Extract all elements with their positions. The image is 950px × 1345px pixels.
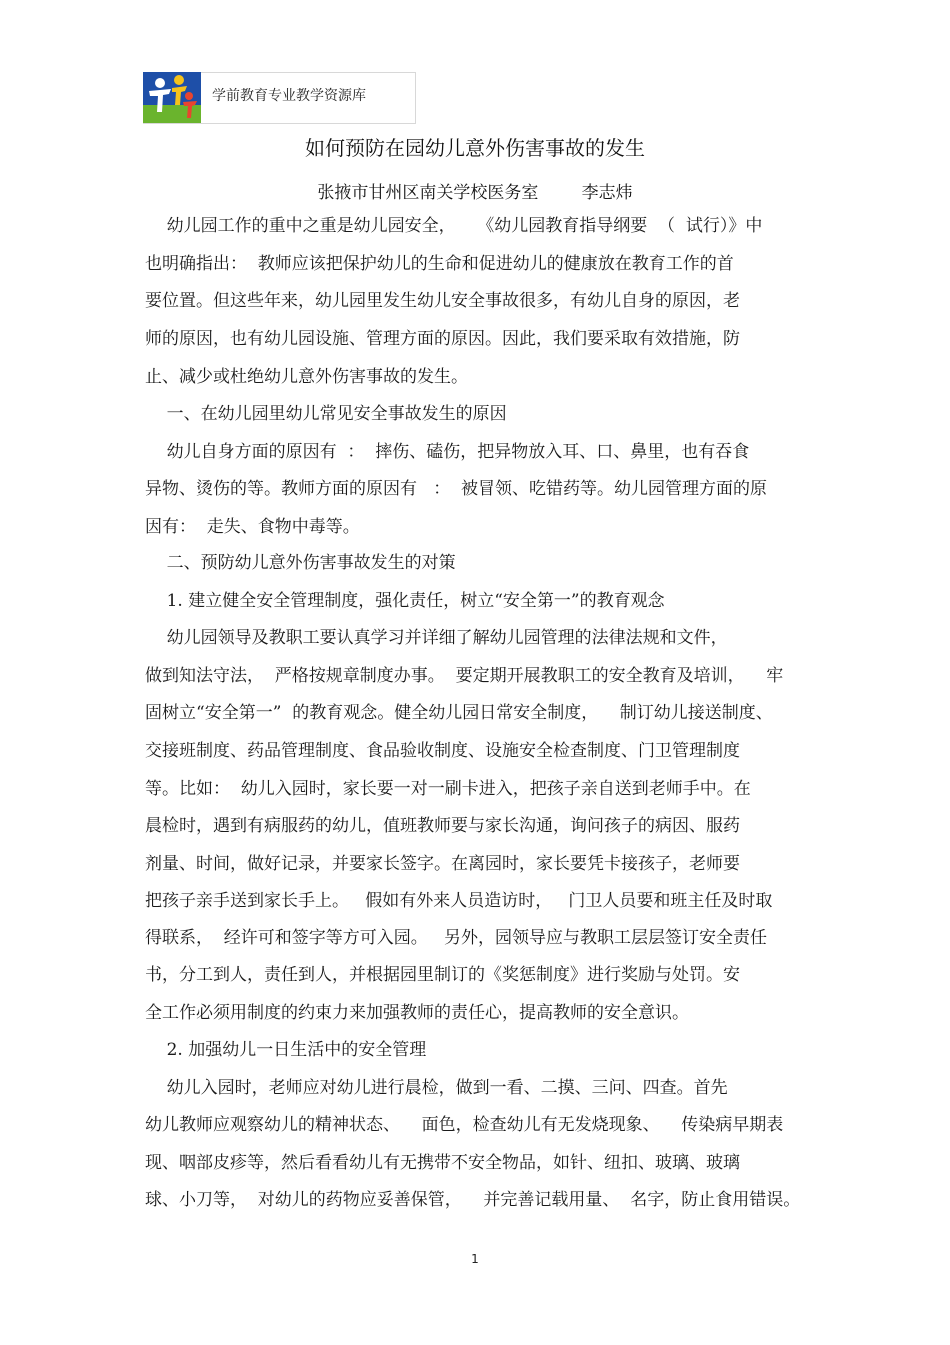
brand-text: 学前教育专业教学资源库	[212, 88, 366, 104]
text-line: 交接班制度、药品管理制度、食品验收制度、设施安全检查制度、门卫管理制度	[145, 741, 740, 761]
section-heading: 二、预防幼儿意外伤害事故发生的对策	[145, 553, 456, 573]
text-line: 也明确指出： 教师应该把保护幼儿的生命和促进幼儿的健康放在教育工作的首	[145, 254, 734, 274]
text-line: 止、减少或杜绝幼儿意外伤害事故的发生。	[145, 367, 468, 387]
page-number: 1	[471, 1252, 479, 1266]
text-line: 把孩子亲手送到家长手上。 假如有外来人员造访时， 门卫人员要和班主任及时取	[145, 891, 773, 911]
text-line: 剂量、时间，做好记录，并要家长签字。在离园时，家长要凭卡接孩子，老师要	[145, 854, 740, 874]
document-title: 如何预防在园幼儿意外伤害事故的发生	[305, 136, 645, 160]
subsection-heading: 2. 加强幼儿一日生活中的安全管理	[145, 1040, 427, 1060]
text-line: 固树立“安全第一” 的教育观念。健全幼儿园日常安全制度， 制订幼儿接送制度、	[145, 703, 773, 723]
text-line: 球、小刀等， 对幼儿的药物应妥善保管， 并完善记载用量、 名字，防止食用错误。	[145, 1190, 801, 1210]
text-line: 晨检时，遇到有病服药的幼儿，值班教师要与家长沟通，询问孩子的病因、服药	[145, 816, 740, 836]
author-line: 张掖市甘州区南关学校医务室 李志炜	[317, 183, 633, 203]
subsection-heading: 1. 建立健全安全管理制度，强化责任，树立“安全第一”的教育观念	[145, 591, 665, 611]
text-line: 师的原因，也有幼儿园设施、管理方面的原因。因此，我们要采取有效措施，防	[145, 329, 740, 349]
text-line: 幼儿教师应观察幼儿的精神状态、 面色，检查幼儿有无发烧现象、 传染病早期表	[145, 1115, 784, 1135]
text-line: 书，分工到人，责任到人，并根据园里制订的《奖惩制度》进行奖励与处罚。安	[145, 965, 740, 985]
text-line: 要位置。但这些年来，幼儿园里发生幼儿安全事故很多，有幼儿自身的原因，老	[145, 291, 740, 311]
text-line: 幼儿入园时，老师应对幼儿进行晨检，做到一看、二摸、三问、四查。首先	[145, 1078, 728, 1098]
logo	[143, 72, 201, 123]
text-line: 全工作必须用制度的约束力来加强教师的责任心，提高教师的安全意识。	[145, 1003, 689, 1023]
section-heading: 一、在幼儿园里幼儿常见安全事故发生的原因	[145, 404, 507, 424]
text-line: 幼儿自身方面的原因有 ： 摔伤、磕伤，把异物放入耳、口、鼻里，也有吞食	[145, 442, 750, 462]
text-line: 等。比如： 幼儿入园时，家长要一对一刷卡进入，把孩子亲自送到老师手中。在	[145, 779, 751, 799]
text-line: 幼儿园领导及教职工要认真学习并详细了解幼儿园管理的法律法规和文件，	[145, 628, 728, 648]
text-line: 异物、烫伤的等。教师方面的原因有 ： 被冒领、吃错药等。幼儿园管理方面的原	[145, 479, 768, 499]
text-line: 因有： 走失、食物中毒等。	[145, 517, 360, 537]
text-line: 现、咽部皮疹等，然后看看幼儿有无携带不安全物品，如针、纽扣、玻璃、玻璃	[145, 1153, 740, 1173]
text-line: 得联系， 经许可和签字等方可入园。 另外，园领导应与教职工层层签订安全责任	[145, 928, 768, 948]
text-line: 幼儿园工作的重中之重是幼儿园安全， 《幼儿园教育指导纲要 （ 试行）》中	[145, 216, 763, 236]
text-line: 做到知法守法， 严格按规章制度办事。 要定期开展教职工的安全教育及培训， 牢	[145, 666, 784, 686]
